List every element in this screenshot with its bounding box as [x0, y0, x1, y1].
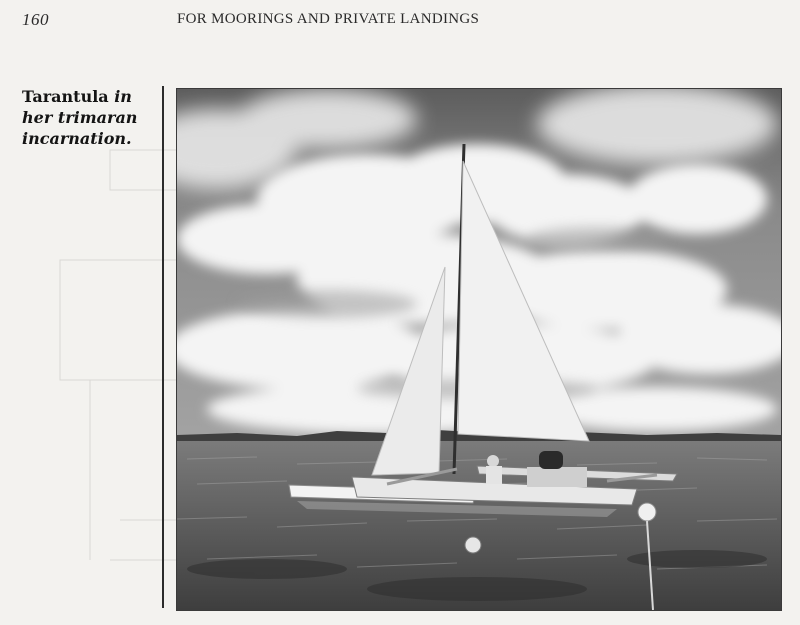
- page-number: 160: [22, 10, 49, 29]
- vertical-rule: [162, 86, 164, 608]
- caption-italic: in her trimaran incarnation.: [22, 87, 138, 148]
- photo-caption: [22, 86, 154, 149]
- trimaran-sailboat-photo: [176, 88, 782, 611]
- running-head: FOR MOORINGS AND PRIVATE LANDINGS: [177, 11, 480, 27]
- small-buoy: [465, 537, 481, 553]
- caption-lead: Tarantula: [22, 87, 109, 106]
- photo-illustration: [177, 89, 781, 610]
